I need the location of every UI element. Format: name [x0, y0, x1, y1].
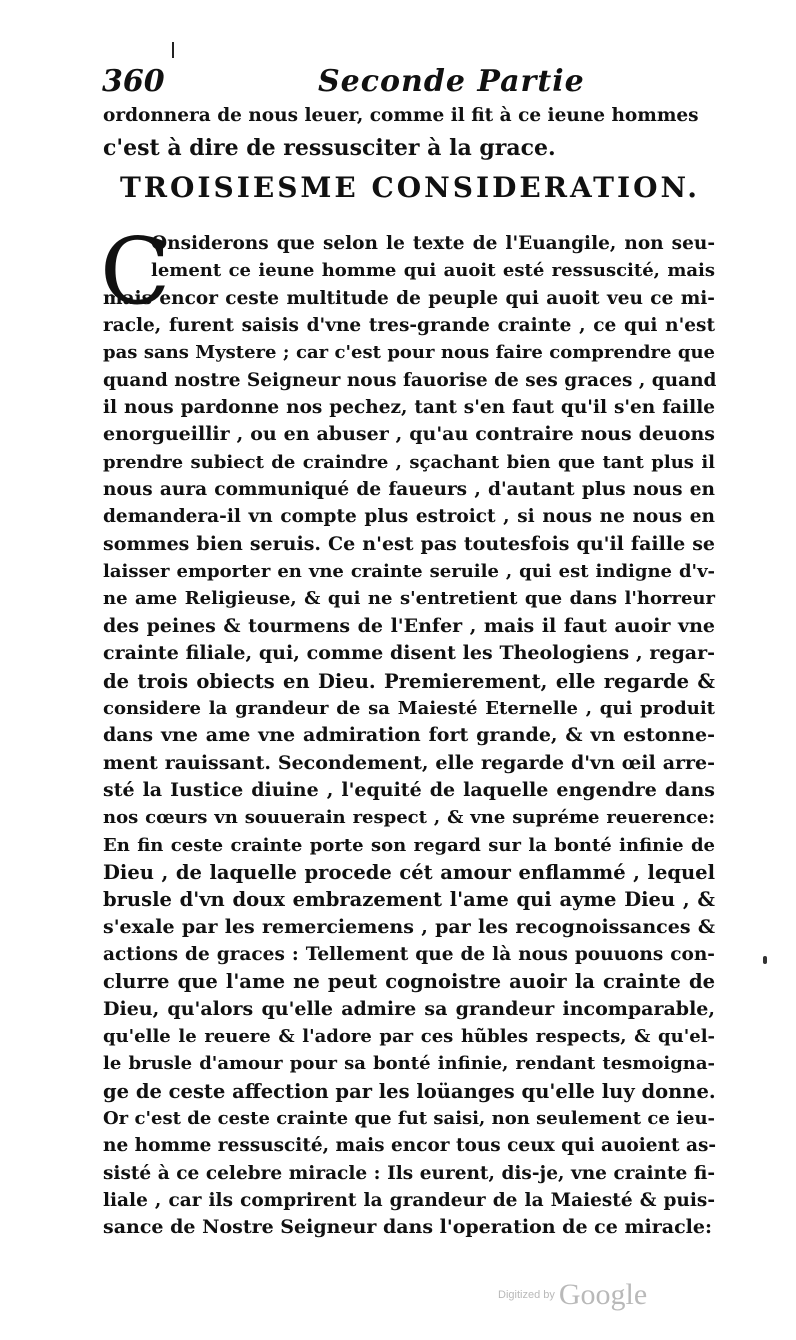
- text-line: c'est à dire de ressusciter à la grace.: [103, 135, 556, 161]
- text-line: sance de Nostre Seigneur dans l'operation de ce miracle:: [103, 1216, 712, 1239]
- text-line: s'exale par les remerciemens , par les recognoissances &: [103, 915, 715, 938]
- watermark-small-text: Digitized by: [498, 1289, 555, 1301]
- text-line: En fin ceste crainte porte son regard sur la bonté infinie de: [103, 834, 715, 856]
- text-line: qu'elle le reuere & l'adore par ces hũbles respects, & qu'el-: [103, 1025, 715, 1047]
- text-line: Dieu , de laquelle procede cét amour enflammé , lequel: [103, 860, 715, 884]
- text-line: Dieu, qu'alors qu'elle admire sa grandeur incomparable,: [103, 997, 715, 1020]
- text-line: le brusle d'amour pour sa bonté infinie, rendant tesmoigna-: [103, 1053, 715, 1075]
- page-header: [100, 64, 720, 100]
- text-line: racle, furent saisis d'vne tres-grande crainte , ce qui n'est: [103, 315, 715, 337]
- section-body: [103, 230, 715, 1242]
- text-line: Onsiderons que selon le texte de l'Euangile, non seu-: [151, 233, 715, 254]
- watermark-logo: Google: [558, 1278, 648, 1311]
- text-line: quand nostre Seigneur nous fauorise de ses graces , quand: [103, 369, 717, 391]
- text-line: dans vne ame vne admiration fort grande, & vn estonne-: [103, 724, 715, 747]
- text-line: de trois obiects en Dieu. Premierement, elle regarde &: [103, 669, 715, 693]
- text-line: ne homme ressuscité, mais encor tous ceux qui auoient as-: [103, 1135, 717, 1157]
- text-line: demandera-il vn compte plus estroict , si nous ne nous en: [103, 506, 715, 528]
- text-line: des peines & tourmens de l'Enfer , mais il faut auoir vne: [103, 614, 715, 637]
- text-line: lement ce ieune homme qui auoit esté ressuscité, mais: [151, 260, 715, 282]
- text-line: ment rauissant. Secondement, elle regarde d'vn œil arre-: [103, 751, 715, 774]
- text-line: ge de ceste affection par les loüanges qu'elle luy donne.: [103, 1079, 716, 1103]
- margin-ink-mark: [763, 956, 767, 964]
- text-line: enorgueillir , ou en abuser , qu'au contraire nous deuons: [103, 423, 715, 446]
- text-line: il nous pardonne nos pechez, tant s'en faut qu'il s'en faille: [103, 397, 715, 419]
- text-line: sisté à ce celebre miracle : Ils eurent, dis-je, vne crainte fi-: [103, 1162, 715, 1184]
- text-line: sommes bien seruis. Ce n'est pas toutesfois qu'il faille se: [103, 532, 715, 555]
- carry-over-text: [103, 100, 703, 164]
- running-head: Seconde Partie: [318, 64, 585, 99]
- stray-ink-mark: [172, 42, 174, 58]
- text-line: prendre subiect de craindre , sçachant bien que tant plus il: [103, 451, 715, 473]
- text-line: Or c'est de ceste crainte que fut saisi, non seulement ce ieu-: [103, 1108, 715, 1129]
- text-line: clurre que l'ame ne peut cognoistre auoir la crainte de: [103, 970, 715, 994]
- text-line: ordonnera de nous leuer, comme il fit à ce ieune hommes: [103, 105, 699, 126]
- text-line: pas sans Mystere ; car c'est pour nous faire comprendre que: [103, 342, 715, 364]
- text-line: brusle d'vn doux embrazement l'ame qui ayme Dieu , &: [103, 888, 715, 912]
- text-line: actions de graces : Tellement que de là nous pouuons con-: [103, 943, 715, 965]
- section-heading: TROISIESME CONSIDERATION.: [119, 171, 701, 204]
- digitization-watermark: [498, 1278, 647, 1318]
- text-line: crainte filiale, qui, comme disent les Theologiens , regar-: [103, 642, 715, 665]
- text-line: laisser emporter en vne crainte seruile , qui est indigne d'v-: [103, 561, 715, 583]
- text-line: considere la grandeur de sa Maiesté Eternelle , qui produit: [103, 697, 715, 719]
- text-line: liale , car ils comprirent la grandeur de la Maiesté & puis-: [103, 1190, 715, 1212]
- text-line: ne ame Religieuse, & qui ne s'entretient que dans l'horreur: [103, 588, 715, 610]
- text-line: nos cœurs vn souuerain respect , & vne supréme reuerence:: [103, 807, 715, 829]
- page-number: 360: [102, 64, 165, 99]
- text-line: sté la Iustice diuine , l'equité de laquelle engendre dans: [103, 778, 715, 801]
- text-line: mais encor ceste multitude de peuple qui auoit veu ce mi-: [103, 287, 715, 309]
- drop-cap: C: [100, 218, 171, 325]
- text-line: nous aura communiqué de faueurs , d'autant plus nous en: [103, 479, 715, 501]
